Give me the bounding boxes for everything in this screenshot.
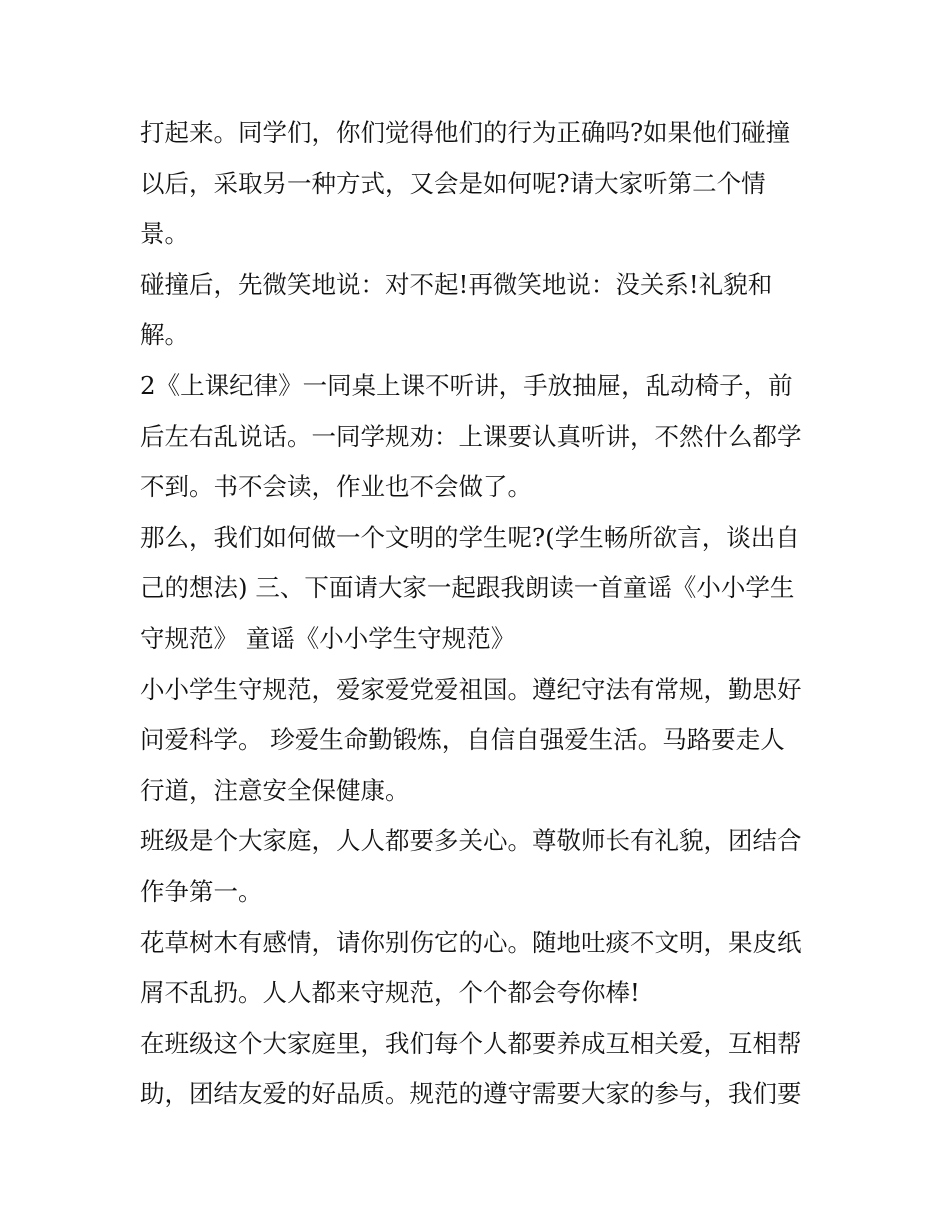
text-line: 碰撞后，先微笑地说：对不起!再微笑地说：没关系!礼貌和 xyxy=(140,269,773,299)
text-line: 班级是个大家庭，人人都要多关心。尊敬师长有礼貌，团结合 xyxy=(140,826,802,856)
text-line: 景。 xyxy=(140,219,189,249)
text-line: 问爱科学。 珍爱生命勤锻炼，自信自强爱生活。马路要走人 xyxy=(140,725,785,755)
text-line: 在班级这个大家庭里，我们每个人都要养成互相关爱，互相帮 xyxy=(140,1028,802,1058)
text-line: 2《上课纪律》一同桌上课不听讲，手放抽屉，乱动椅子，前 xyxy=(140,370,793,400)
text-line: 不到。书不会读，作业也不会做了。 xyxy=(140,472,532,502)
text-line: 屑不乱扔。人人都来守规范，个个都会夸你棒! xyxy=(140,978,640,1008)
text-line: 打起来。同学们，你们觉得他们的行为正确吗?如果他们碰撞 xyxy=(140,118,791,147)
text-line: 己的想法) 三、下面请大家一起跟我朗读一首童谣《小小学生 xyxy=(140,573,795,603)
text-line: 小小学生守规范，爱家爱党爱祖国。遵纪守法有常规，勤思好 xyxy=(140,674,802,704)
text-line: 助，团结友爱的好品质。规范的遵守需要大家的参与，我们要 xyxy=(140,1079,802,1109)
text-line: 那么，我们如何做一个文明的学生呢?(学生畅所欲言，谈出自 xyxy=(140,522,800,552)
text-line: 后左右乱说话。一同学规劝：上课要认真听讲，不然什么都学 xyxy=(140,421,802,451)
text-line: 以后，采取另一种方式，又会是如何呢?请大家听第二个情 xyxy=(140,168,766,198)
text-line: 解。 xyxy=(140,320,189,350)
document-body xyxy=(140,108,820,1120)
text-line: 作争第一。 xyxy=(140,876,263,906)
text-line: 守规范》 童谣《小小学生守规范》 xyxy=(140,623,516,653)
text-line: 行道，注意安全保健康。 xyxy=(140,775,410,805)
text-line: 花草树木有感情，请你别伤它的心。随地吐痰不文明，果皮纸 xyxy=(140,927,802,957)
